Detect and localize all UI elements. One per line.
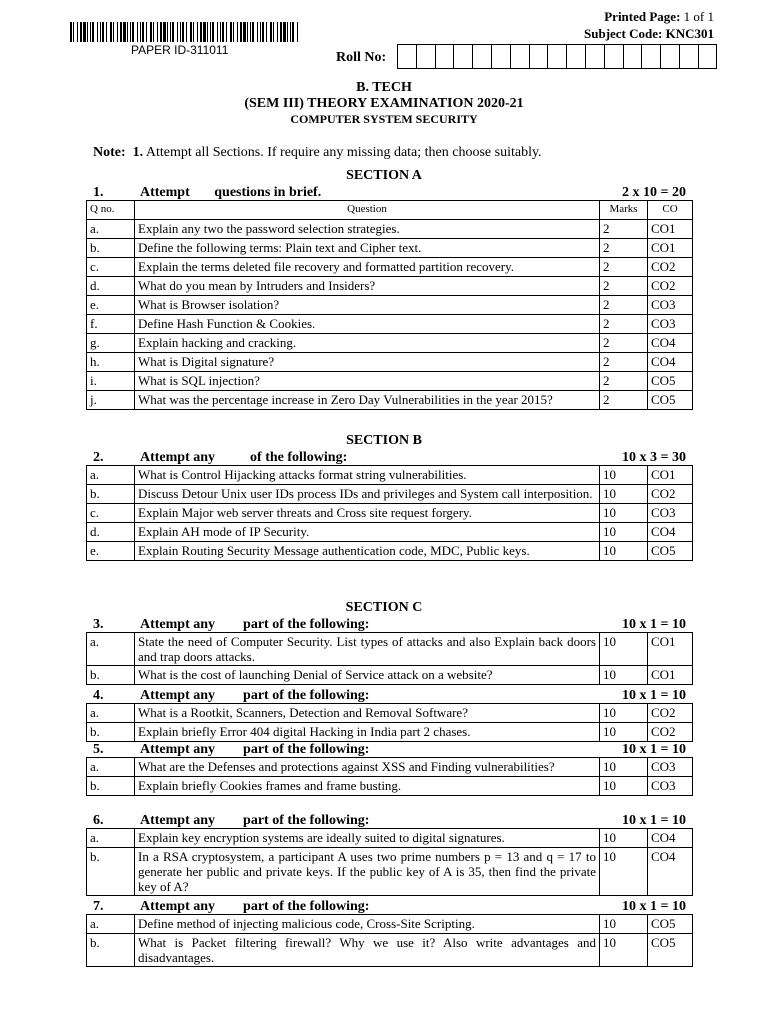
barcode-bar [203,22,206,42]
question-marks-total: 10 x 1 = 10 [622,813,686,828]
question-co: CO1 [648,239,693,258]
barcode-bar [237,22,238,42]
question-co: CO2 [648,258,693,277]
question-7-table [86,914,693,967]
table-row [87,723,693,742]
table-row [87,542,693,561]
exam-heading [0,80,768,112]
note-text: Attempt all Sections. If require any missing data; then choose suitably. [145,145,542,160]
barcode-bar [137,22,138,42]
question-3-heading [93,617,369,633]
question-3-table [86,632,693,685]
roll-no-digit-box[interactable] [397,44,416,69]
roll-no-digit-box[interactable] [472,44,491,69]
question-label: b. [87,239,135,258]
question-label: b. [87,723,135,742]
question-text: What is SQL injection? [135,372,600,391]
question-co: CO4 [648,353,693,372]
barcode-bar [247,22,248,42]
barcode-bar [80,22,82,42]
table-row [87,372,693,391]
question-marks: 10 [600,466,648,485]
barcode-bar [97,22,98,42]
barcode-bar [292,22,294,42]
barcode-bar [280,22,282,42]
question-label: i. [87,372,135,391]
roll-no-digit-box[interactable] [529,44,548,69]
question-text: Define method of injecting malicious code, Cross-Site Scripting. [135,915,600,934]
roll-no-label: Roll No: [336,50,387,65]
question-label: b. [87,485,135,504]
table-row [87,315,693,334]
question-co: CO5 [648,391,693,410]
question-marks: 10 [600,485,648,504]
barcode-bar [87,22,88,42]
question-2-heading [93,450,347,466]
question-marks: 2 [600,220,648,239]
question-label: e. [87,296,135,315]
barcode-bar [140,22,141,42]
barcode-bar [233,22,234,42]
question-marks: 10 [600,848,648,896]
barcode-bar [207,22,208,42]
barcode-bar [266,22,267,42]
question-text: What are the Defenses and protections against XSS and Finding vulnerabilities? [135,758,600,777]
barcode-bar [270,22,272,42]
question-co: CO4 [648,523,693,542]
roll-no-digit-box[interactable] [453,44,472,69]
question-marks: 10 [600,915,648,934]
question-label: a. [87,704,135,723]
barcode-bar [132,22,134,42]
question-co: CO2 [648,485,693,504]
question-co: CO3 [648,504,693,523]
question-marks-total: 10 x 1 = 10 [622,617,686,632]
barcode-bar [257,22,258,42]
section-a-table [86,200,693,410]
question-instruction: Attempt questions in brief. [140,185,322,200]
question-text: What was the percentage increase in Zero Day Vulnerabilities in the year 2015? [135,391,600,410]
subject-code [584,26,714,42]
question-label: d. [87,523,135,542]
barcode-bar [197,22,198,42]
table-row [87,277,693,296]
question-label: j. [87,391,135,410]
question-label: a. [87,466,135,485]
barcode-bar [283,22,286,42]
barcode-bar [102,22,104,42]
barcode-bar [297,22,298,42]
question-co: CO5 [648,915,693,934]
printed-page [604,9,714,25]
question-label: c. [87,504,135,523]
barcode-bar [193,22,194,42]
section-b-title: SECTION B [346,433,422,448]
question-number: 1. [93,185,104,200]
question-co: CO3 [648,758,693,777]
barcode-bar [73,22,74,42]
roll-no-digit-box[interactable] [510,44,529,69]
question-co: CO2 [648,704,693,723]
question-marks: 2 [600,296,648,315]
question-marks: 2 [600,277,648,296]
barcode-bar [70,22,72,42]
barcode-bar [260,22,261,42]
barcode-bar [240,22,242,42]
question-text: Explain key encryption systems are ideally suited to digital signatures. [135,829,600,848]
question-6-heading [93,813,369,829]
question-co: CO1 [648,666,693,685]
barcode-bar [200,22,202,42]
question-label: a. [87,829,135,848]
question-text: What is Digital signature? [135,353,600,372]
question-marks: 10 [600,934,648,967]
barcode-bar [252,22,254,42]
question-marks: 10 [600,504,648,523]
question-label: a. [87,915,135,934]
roll-no-digit-box[interactable] [491,44,510,69]
question-co: CO5 [648,542,693,561]
question-co: CO4 [648,334,693,353]
section-a-title: SECTION A [346,168,422,183]
question-marks: 10 [600,758,648,777]
barcode-bar [172,22,174,42]
question-label: h. [87,353,135,372]
question-label: b. [87,777,135,796]
roll-no-digit-box[interactable] [566,44,585,69]
question-number: 4. [93,688,104,703]
barcode-bar [277,22,278,42]
question-text: Define the following terms: Plain text and Cipher text. [135,239,600,258]
question-text: What is Control Hijacking attacks format string vulnerabilities. [135,466,600,485]
question-label: b. [87,666,135,685]
question-6-table [86,828,693,896]
question-text: Explain Routing Security Message authentication code, MDC, Public keys. [135,542,600,561]
question-5-table [86,757,693,796]
question-marks: 2 [600,315,648,334]
question-marks: 2 [600,391,648,410]
question-text: Explain any two the password selection strategies. [135,220,600,239]
barcode-bar [113,22,114,42]
question-marks: 10 [600,777,648,796]
table-row [87,504,693,523]
question-text: Discuss Detour Unix user IDs process IDs and privileges and System call interposition. [135,485,600,504]
question-marks-total: 10 x 1 = 10 [622,899,686,914]
barcode-bar [92,22,94,42]
table-row [87,258,693,277]
exam-title: (SEM III) THEORY EXAMINATION 2020-21 [244,96,524,111]
barcode-bar [123,22,126,42]
co-header: CO [648,201,693,220]
barcode-bar [117,22,118,42]
table-row [87,848,693,896]
barcode-bar [127,22,128,42]
table-row [87,758,693,777]
question-marks: 2 [600,372,648,391]
table-row [87,296,693,315]
roll-no-boxes[interactable] [397,44,717,69]
question-co: CO3 [648,777,693,796]
question-text: State the need of Computer Security. List types of attacks and also Explain back doors and trap doors attacks. [135,633,600,666]
barcode-bar [77,22,78,42]
barcode-bar [262,22,264,42]
printed-page-value: 1 of 1 [683,9,714,24]
question-co: CO1 [648,466,693,485]
roll-no-digit-box[interactable] [641,44,660,69]
question-co: CO5 [648,934,693,967]
barcode-bar [217,22,218,42]
question-co: CO2 [648,277,693,296]
barcode-bar [182,22,184,42]
question-text: Explain briefly Cookies frames and frame busting. [135,777,600,796]
barcode-bar [100,22,101,42]
roll-no-digit-box[interactable] [604,44,623,69]
barcode-bar [222,22,224,42]
note-number: 1. [132,145,144,160]
question-marks: 10 [600,723,648,742]
paper-id: PAPER ID-311011 [131,43,229,57]
barcode-bar [243,22,246,42]
question-label: b. [87,934,135,967]
barcode-bar [226,22,227,42]
question-instruction: Attempt any part of the following: [140,688,370,703]
question-label: f. [87,315,135,334]
roll-no-digit-box[interactable] [679,44,698,69]
barcode-bar [130,22,131,42]
printed-page-label: Printed Page: [604,9,681,24]
question-instruction: Attempt any part of the following: [140,813,370,828]
roll-no-digit-box[interactable] [623,44,642,69]
table-row [87,633,693,666]
question-text: What is Browser isolation? [135,296,600,315]
roll-no-digit-box[interactable] [660,44,679,69]
question-instruction: Attempt any part of the following: [140,742,370,757]
question-1-marks: 2 x 10 = 20 [622,185,686,200]
question-co: CO1 [648,220,693,239]
table-row [87,391,693,410]
question-marks: 2 [600,258,648,277]
question-marks: 10 [600,542,648,561]
barcode-bar [186,22,187,42]
barcode-bar [120,22,122,42]
question-text: What is the cost of launching Denial of Service attack on a website? [135,666,600,685]
question-marks: 2 [600,239,648,258]
subject-code-label: Subject Code: [584,26,663,41]
question-marks: 2 [600,353,648,372]
question-co: CO3 [648,315,693,334]
table-row [87,934,693,967]
question-label: e. [87,542,135,561]
question-label: a. [87,633,135,666]
roll-no-digit-box[interactable] [547,44,566,69]
question-text: What is a Rootkit, Scanners, Detection and Removal Software? [135,704,600,723]
question-text: What do you mean by Intruders and Insiders? [135,277,600,296]
question-number: 2. [93,450,104,465]
question-label: g. [87,334,135,353]
question-marks: 10 [600,666,648,685]
question-instruction: Attempt any of the following: [140,450,348,465]
barcode-bar [170,22,171,42]
question-4-table [86,703,693,742]
marks-header: Marks [600,201,648,220]
table-row [87,915,693,934]
question-label: a. [87,758,135,777]
table-row [87,523,693,542]
course-title: COMPUTER SYSTEM SECURITY [290,112,478,126]
barcode-bar [177,22,178,42]
barcode-bar [210,22,211,42]
barcode-bar [220,22,221,42]
question-header: Question [135,201,600,220]
section-b-table [86,465,693,561]
roll-no-digit-box[interactable] [416,44,435,69]
barcode [70,22,298,42]
question-number: 7. [93,899,104,914]
table-row [87,353,693,372]
barcode-bar [250,22,251,42]
question-marks: 10 [600,829,648,848]
table-row [87,777,693,796]
question-text: Explain the terms deleted file recovery and formatted partition recovery. [135,258,600,277]
question-marks: 10 [600,633,648,666]
question-marks-total: 10 x 1 = 10 [622,688,686,703]
table-row [87,485,693,504]
barcode-bar [212,22,214,42]
question-marks-total: 10 x 1 = 10 [622,742,686,757]
question-label: d. [87,277,135,296]
barcode-bar [163,22,166,42]
roll-no-digit-box[interactable] [585,44,604,69]
question-co: CO2 [648,723,693,742]
question-text: What is Packet filtering firewall? Why we use it? Also write advantages and disadvantages. [135,934,600,967]
question-5-heading [93,742,369,758]
table-row [87,666,693,685]
question-text: Explain AH mode of IP Security. [135,523,600,542]
barcode-bar [287,22,288,42]
subject-code-value: KNC301 [665,26,714,41]
question-1-heading [93,185,321,201]
roll-no-digit-box[interactable] [435,44,454,69]
barcode-bar [110,22,112,42]
barcode-bar [190,22,192,42]
table-row [87,829,693,848]
question-number: 5. [93,742,104,757]
barcode-bar [180,22,181,42]
barcode-bar [146,22,147,42]
question-instruction: Attempt any part of the following: [140,617,370,632]
note-label: Note: [93,145,126,160]
question-marks: 10 [600,704,648,723]
degree: B. TECH [356,80,412,95]
roll-no-digit-box[interactable] [698,44,717,69]
barcode-bar [90,22,91,42]
table-row [87,334,693,353]
question-text: Explain hacking and cracking. [135,334,600,353]
question-text: Explain briefly Error 404 digital Hacking in India part 2 chases. [135,723,600,742]
table-row [87,220,693,239]
question-co: CO4 [648,848,693,896]
barcode-bar [230,22,232,42]
barcode-bar [167,22,168,42]
barcode-bar [83,22,86,42]
table-header-row [87,201,693,220]
question-text: In a RSA cryptosystem, a participant A uses two prime numbers p = 13 and q = 17 to generate her public and private keys. If the public key of A is 35, then find the private key of A? [135,848,600,896]
question-2-marks: 10 x 3 = 30 [622,450,686,465]
barcode-bar [153,22,154,42]
note [93,145,542,161]
table-row [87,466,693,485]
question-marks: 10 [600,523,648,542]
question-number: 6. [93,813,104,828]
barcode-bar [273,22,274,42]
barcode-bar [106,22,107,42]
question-instruction: Attempt any part of the following: [140,899,370,914]
question-text: Define Hash Function & Cookies. [135,315,600,334]
question-label: c. [87,258,135,277]
qno-header: Q no. [87,201,135,220]
question-label: b. [87,848,135,896]
question-co: CO4 [648,829,693,848]
barcode-bar [290,22,291,42]
question-co: CO3 [648,296,693,315]
question-number: 3. [93,617,104,632]
question-text: Explain Major web server threats and Cross site request forgery. [135,504,600,523]
question-7-heading [93,899,369,915]
barcode-bar [160,22,162,42]
barcode-bar [157,22,158,42]
table-row [87,704,693,723]
question-4-heading [93,688,369,704]
barcode-bar [142,22,144,42]
question-co: CO1 [648,633,693,666]
barcode-bar [150,22,152,42]
section-c-title: SECTION C [345,600,423,615]
question-marks: 2 [600,334,648,353]
question-co: CO5 [648,372,693,391]
table-row [87,239,693,258]
question-label: a. [87,220,135,239]
